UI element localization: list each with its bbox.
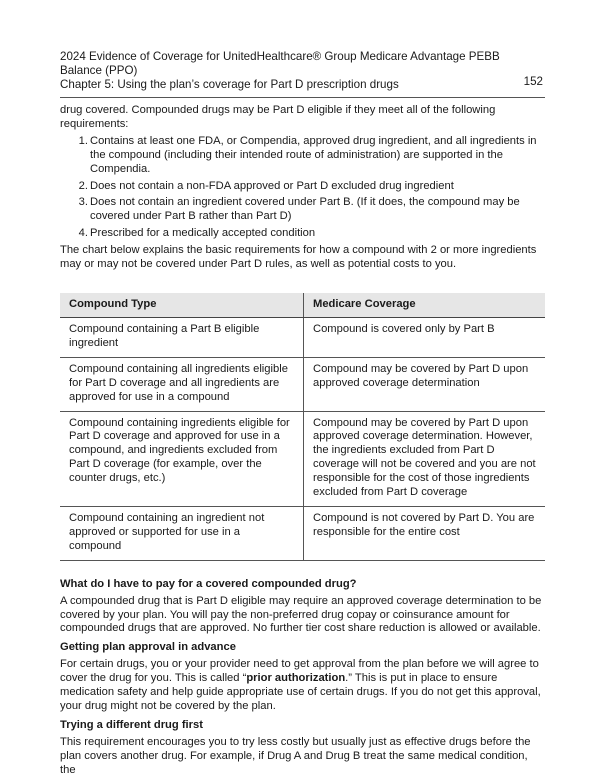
list-item: [60, 135, 545, 177]
list-number: 1.: [78, 134, 88, 147]
compound-coverage-table: [60, 293, 545, 561]
section-body: [60, 658, 545, 714]
requirements-list: [60, 135, 545, 241]
table-cell: Compound is covered only by Part B: [304, 317, 546, 357]
body-text: For certain drugs, you or your provider need to get approval from the plan before we will agree to cover the drug for you. This is called “: [60, 658, 539, 685]
section-heading: Trying a different drug first: [60, 719, 203, 731]
list-number: 4.: [78, 227, 88, 240]
section-body: A compounded drug that is Part D eligible may require an approved coverage determination to be covered by your plan. You will pay the non-preferred drug copay or coinsurance amount for compounded drugs that are approved. No further tier cost share reduction is allowed or available.: [60, 594, 542, 635]
table-cell: Compound may be covered by Part D upon approved coverage determination: [304, 357, 546, 411]
chapter-title: Chapter 5: Using the plan’s coverage for Part D prescription drugs: [60, 78, 399, 91]
list-number: 3.: [78, 196, 88, 209]
table-cell: Compound is not covered by Part D. You are responsible for the entire cost: [304, 506, 546, 560]
page-content: [60, 104, 545, 782]
table-row: [60, 411, 545, 506]
section-body: This requirement encourages you to try less costly but usually just as effective drugs before the plan covers another drug. For example, if Drug A and Drug B treat the same medical condition, the: [60, 736, 531, 776]
table-row: [60, 357, 545, 411]
table-cell: Compound containing all ingredients eligible for Part D coverage and all ingredients are approved for use in a compound: [60, 357, 304, 411]
table-header-row: [60, 293, 545, 318]
list-item: [60, 180, 545, 194]
table-cell: Compound containing an ingredient not approved or supported for use in a compound: [60, 506, 304, 560]
section-prior-authorization: [60, 640, 545, 714]
page-number: 152: [523, 75, 543, 88]
column-header-compound-type: Compound Type: [60, 293, 304, 318]
section-heading: What do I have to pay for a covered compounded drug?: [60, 577, 357, 590]
list-item: [60, 196, 545, 224]
section-heading: Getting plan approval in advance: [60, 641, 236, 654]
table-cell: Compound may be covered by Part D upon approved coverage determination. However, the ingredients excluded from Part D coverage will not be covered and you are not responsible for the cost of those ingredients excluded from Part D coverage: [304, 411, 546, 506]
table-cell: Compound containing ingredients eligible for Part D coverage and approved for use in a compound, and ingredients excluded from Part D coverage (for example, over the counter drugs, etc.): [60, 411, 304, 506]
document-title: 2024 Evidence of Coverage for UnitedHealthcare® Group Medicare Advantage PEBB Balance (PPO): [60, 50, 500, 77]
chart-intro-paragraph: The chart below explains the basic requirements for how a compound with 2 or more ingredients may or may not be covered under Part D rules, as well as potential costs to you.: [60, 244, 537, 271]
list-item: [60, 227, 545, 241]
list-text: Does not contain a non-FDA approved or Part D excluded drug ingredient: [90, 179, 454, 192]
prior-authorization-term: prior authorization: [246, 672, 346, 685]
page-header: [60, 50, 545, 92]
body-text: .” This is put in place to ensure medication safety and help guide appropriate use of certain drugs. If you do not get this approval, your drug might not be covered by the plan.: [60, 672, 541, 713]
intro-paragraph: drug covered. Compounded drugs may be Part D eligible if they meet all of the following requirements:: [60, 104, 496, 130]
list-text: Prescribed for a medically accepted condition: [90, 227, 316, 240]
list-text: Contains at least one FDA, or Compendia, approved drug ingredient, and all ingredients in the compound (including their intended route of administration) are supported in the Compendia.: [90, 134, 537, 175]
chapter-row: [60, 75, 545, 92]
table-row: [60, 506, 545, 560]
header-divider: [60, 97, 545, 98]
column-header-medicare-coverage: Medicare Coverage: [304, 293, 546, 318]
table-row: [60, 317, 545, 357]
table-cell: Compound containing a Part B eligible ingredient: [60, 317, 304, 357]
section-cost: [60, 577, 545, 637]
list-text: Does not contain an ingredient covered under Part B. (If it does, the compound may be covered under Part B rather than Part D): [90, 196, 520, 223]
section-step-therapy: [60, 718, 545, 778]
list-number: 2.: [78, 179, 88, 192]
